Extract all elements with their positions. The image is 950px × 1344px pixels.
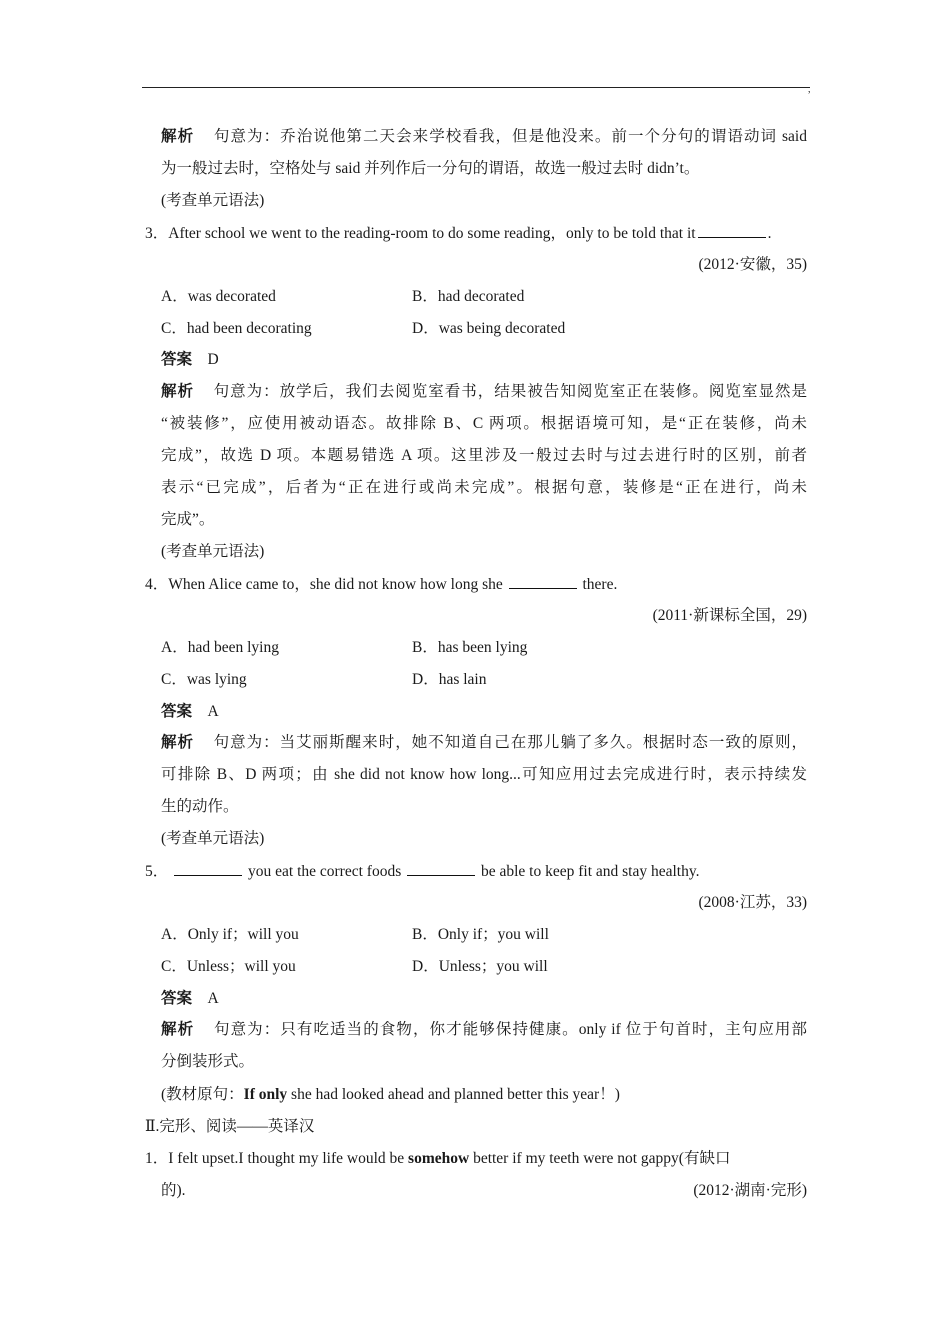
explain-text: 句意为：放学后，我们去阅览室看书，结果被告知阅览室正在装修。阅览室显然是 [213,383,807,400]
explain-text: 句意为：乔治说他第二天会来学校看我，但是他没来。前一个分句的谓语动词 said [213,128,807,145]
q5-blank-1 [174,861,242,876]
explain-label: 解析 [161,383,195,400]
explain-label: 解析 [161,128,195,145]
q4-option-b: B．has been lying [412,639,528,656]
q4-answer [161,702,219,722]
q3-explain-line2: “被装修”，应使用被动语态。故排除 B、C 两项。根据语境可知，是“正在装修，尚未 [161,415,807,432]
q4-option-c: C．was lying [161,671,247,688]
q4-tag: (考查单元语法) [161,830,265,847]
header-rule [142,87,810,88]
q5-textbook-sentence [161,1085,620,1105]
item1-text: I felt upset.I thought my life would be [168,1150,409,1167]
q3-blank [698,223,766,238]
q5-stem-mid: you eat the correct foods [248,863,402,880]
q3-explain-line4: 表示“已完成”，后者为“正在进行或尚未完成”。根据句意，装修是“正在进行，尚未 [161,479,807,496]
section2-item1-line1 [145,1149,730,1169]
answer-label: 答案 [161,990,193,1007]
q3-stem [145,223,771,244]
q4-stem-text: When Alice came to，she did not know how long she [168,576,503,593]
textbook-bold: If only [243,1086,288,1103]
textbook-open: (教材原句： [161,1086,244,1103]
q3-option-c: C．had been decorating [161,320,312,337]
q3-option-d: D．was being decorated [412,320,566,337]
q5-explain-line2: 分倒装形式。 [161,1053,255,1070]
q4-stem-end: there. [582,576,618,593]
explain-label: 解析 [161,734,195,751]
answer-label: 答案 [161,351,193,368]
answer-value: A [207,990,219,1007]
q5-option-c: C．Unless；will you [161,958,296,975]
q4-source: (2011·新课标全国，29) [652,607,807,624]
answer-label: 答案 [161,703,193,720]
q3-stem-text: After school we went to the reading-room to do some reading，only to be told that it [168,225,696,242]
item1-number: 1． [145,1150,169,1167]
q4-explain-line2: 可排除 B、D 两项；由 she did not know how long...可知应用过去完成进行时，表示持续发 [161,766,807,783]
section2-item1-source: (2012·湖南·完形) [693,1182,807,1199]
q5-number: 5． [145,863,169,880]
q5-stem [145,861,699,882]
q3-number: 3． [145,225,169,242]
answer-value: D [207,351,219,368]
q3-answer [161,350,219,370]
q5-option-b: B．Only if；you will [412,926,549,943]
q4-option-d: D．has lain [412,671,487,688]
q3-option-b: B．had decorated [412,288,525,305]
q4-explain-line1 [161,733,807,753]
section2-item1-line2: 的). [161,1182,186,1199]
q3-explain-line1 [161,382,807,402]
prev-explain-line2: 为一般过去时，空格处与 said 并列作后一分句的谓语，故选一般过去时 didn’t。 [161,160,700,177]
q5-stem-end: be able to keep fit and stay healthy. [480,863,700,880]
q3-tag: (考查单元语法) [161,543,265,560]
q3-stem-end: . [767,225,772,242]
q5-blank-2 [407,861,475,876]
prev-explain-line1 [161,127,807,147]
q3-explain-line3: 完成”，故选 D 项。本题易错选 A 项。这里涉及一般过去时与过去进行时的区别，前者 [161,447,807,464]
explain-text: 句意为：只有吃适当的食物，你才能够保持健康。only if 位于句首时，主句应用部 [214,1021,807,1038]
item1-text-after: better if my teeth were not gappy(有缺口 [469,1150,731,1167]
item1-bold: somehow [408,1150,470,1167]
q5-explain-line1 [161,1020,807,1040]
q5-source: (2008·江苏，33) [698,894,807,911]
explain-text: 句意为：当艾丽斯醒来时，她不知道自己在那儿躺了多久。根据时态一致的原则， [213,734,807,751]
textbook-rest: she had looked ahead and planned better this year！) [287,1086,620,1103]
q3-explain-line5: 完成”。 [161,511,215,528]
q4-explain-line3: 生的动作。 [161,798,239,815]
section2-title: Ⅱ.完形、阅读——英译汉 [145,1118,315,1135]
explain-label: 解析 [161,1021,195,1038]
prev-tag: (考查单元语法) [161,192,265,209]
header-tick: , [808,84,811,95]
q5-answer [161,989,219,1009]
q4-option-a: A．had been lying [161,639,279,656]
q4-number: 4． [145,576,169,593]
q4-blank [509,574,577,589]
q4-stem [145,574,617,595]
q5-option-d: D．Unless；you will [412,958,548,975]
answer-value: A [207,703,219,720]
q5-option-a: A．Only if；will you [161,926,299,943]
q3-option-a: A．was decorated [161,288,276,305]
q3-source: (2012·安徽，35) [698,256,807,273]
